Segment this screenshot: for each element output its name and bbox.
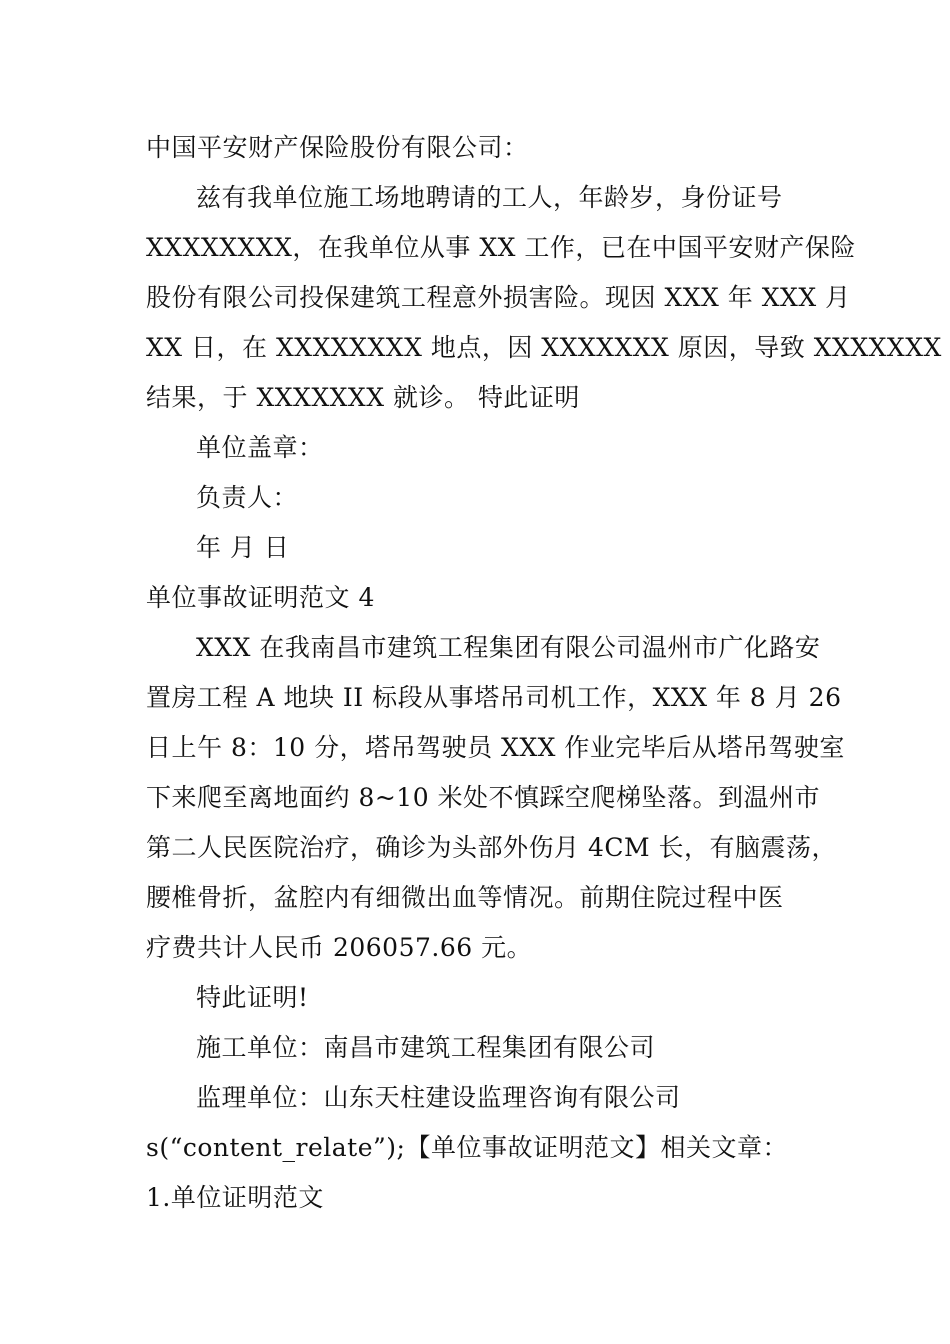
seal-line: 单位盖章： bbox=[196, 433, 324, 462]
salutation: 中国平安财产保险股份有限公司： bbox=[146, 133, 529, 162]
letter1-body-line-4: XX 日，在 XXXXXXXX 地点，因 XXXXXXX 原因，导致 XXXXXXX bbox=[146, 333, 942, 362]
section-title: 单位事故证明范文 4 bbox=[146, 583, 375, 612]
related-article-link-1[interactable]: 1.单位证明范文 bbox=[146, 1183, 324, 1212]
letter1-body-line-2: XXXXXXXX，在我单位从事 XX 工作，已在中国平安财产保险 bbox=[146, 233, 856, 262]
letter2-body-line-2: 置房工程 A 地块 II 标段从事塔吊司机工作，XXX 年 8 月 26 bbox=[146, 683, 842, 712]
supervision-unit-line: 监理单位：山东天柱建设监理咨询有限公司 bbox=[196, 1083, 681, 1112]
construction-unit-line: 施工单位：南昌市建筑工程集团有限公司 bbox=[196, 1033, 656, 1062]
date-line: 年 月 日 bbox=[196, 533, 290, 562]
letter2-body-line-4: 下来爬至离地面约 8~10 米处不慎踩空爬梯坠落。到温州市 bbox=[146, 783, 821, 812]
letter1-body-line-1: 兹有我单位施工场地聘请的工人，年龄岁，身份证号 bbox=[196, 183, 783, 212]
letter1-body-line-3: 股份有限公司投保建筑工程意外损害险。现因 XXX 年 XXX 月 bbox=[146, 283, 851, 312]
letter2-body-line-5: 第二人民医院治疗，确诊为头部外伤月 4CM 长，有脑震荡， bbox=[146, 833, 838, 862]
responsible-person-line: 负责人： bbox=[196, 483, 299, 512]
letter1-body-line-5: 结果，于 XXXXXXX 就诊。 特此证明 bbox=[146, 383, 580, 412]
letter2-body-line-7: 疗费共计人民币 206057.66 元。 bbox=[146, 933, 533, 962]
closing-line: 特此证明! bbox=[196, 983, 309, 1012]
letter2-body-line-1: XXX 在我南昌市建筑工程集团有限公司温州市广化路安 bbox=[196, 633, 821, 662]
related-articles-header: s(“content_relate”);【单位事故证明范文】相关文章： bbox=[146, 1133, 788, 1162]
letter2-body-line-3: 日上午 8：10 分，塔吊驾驶员 XXX 作业完毕后从塔吊驾驶室 bbox=[146, 733, 845, 762]
letter2-body-line-6: 腰椎骨折，盆腔内有细微出血等情况。前期住院过程中医 bbox=[146, 883, 784, 912]
